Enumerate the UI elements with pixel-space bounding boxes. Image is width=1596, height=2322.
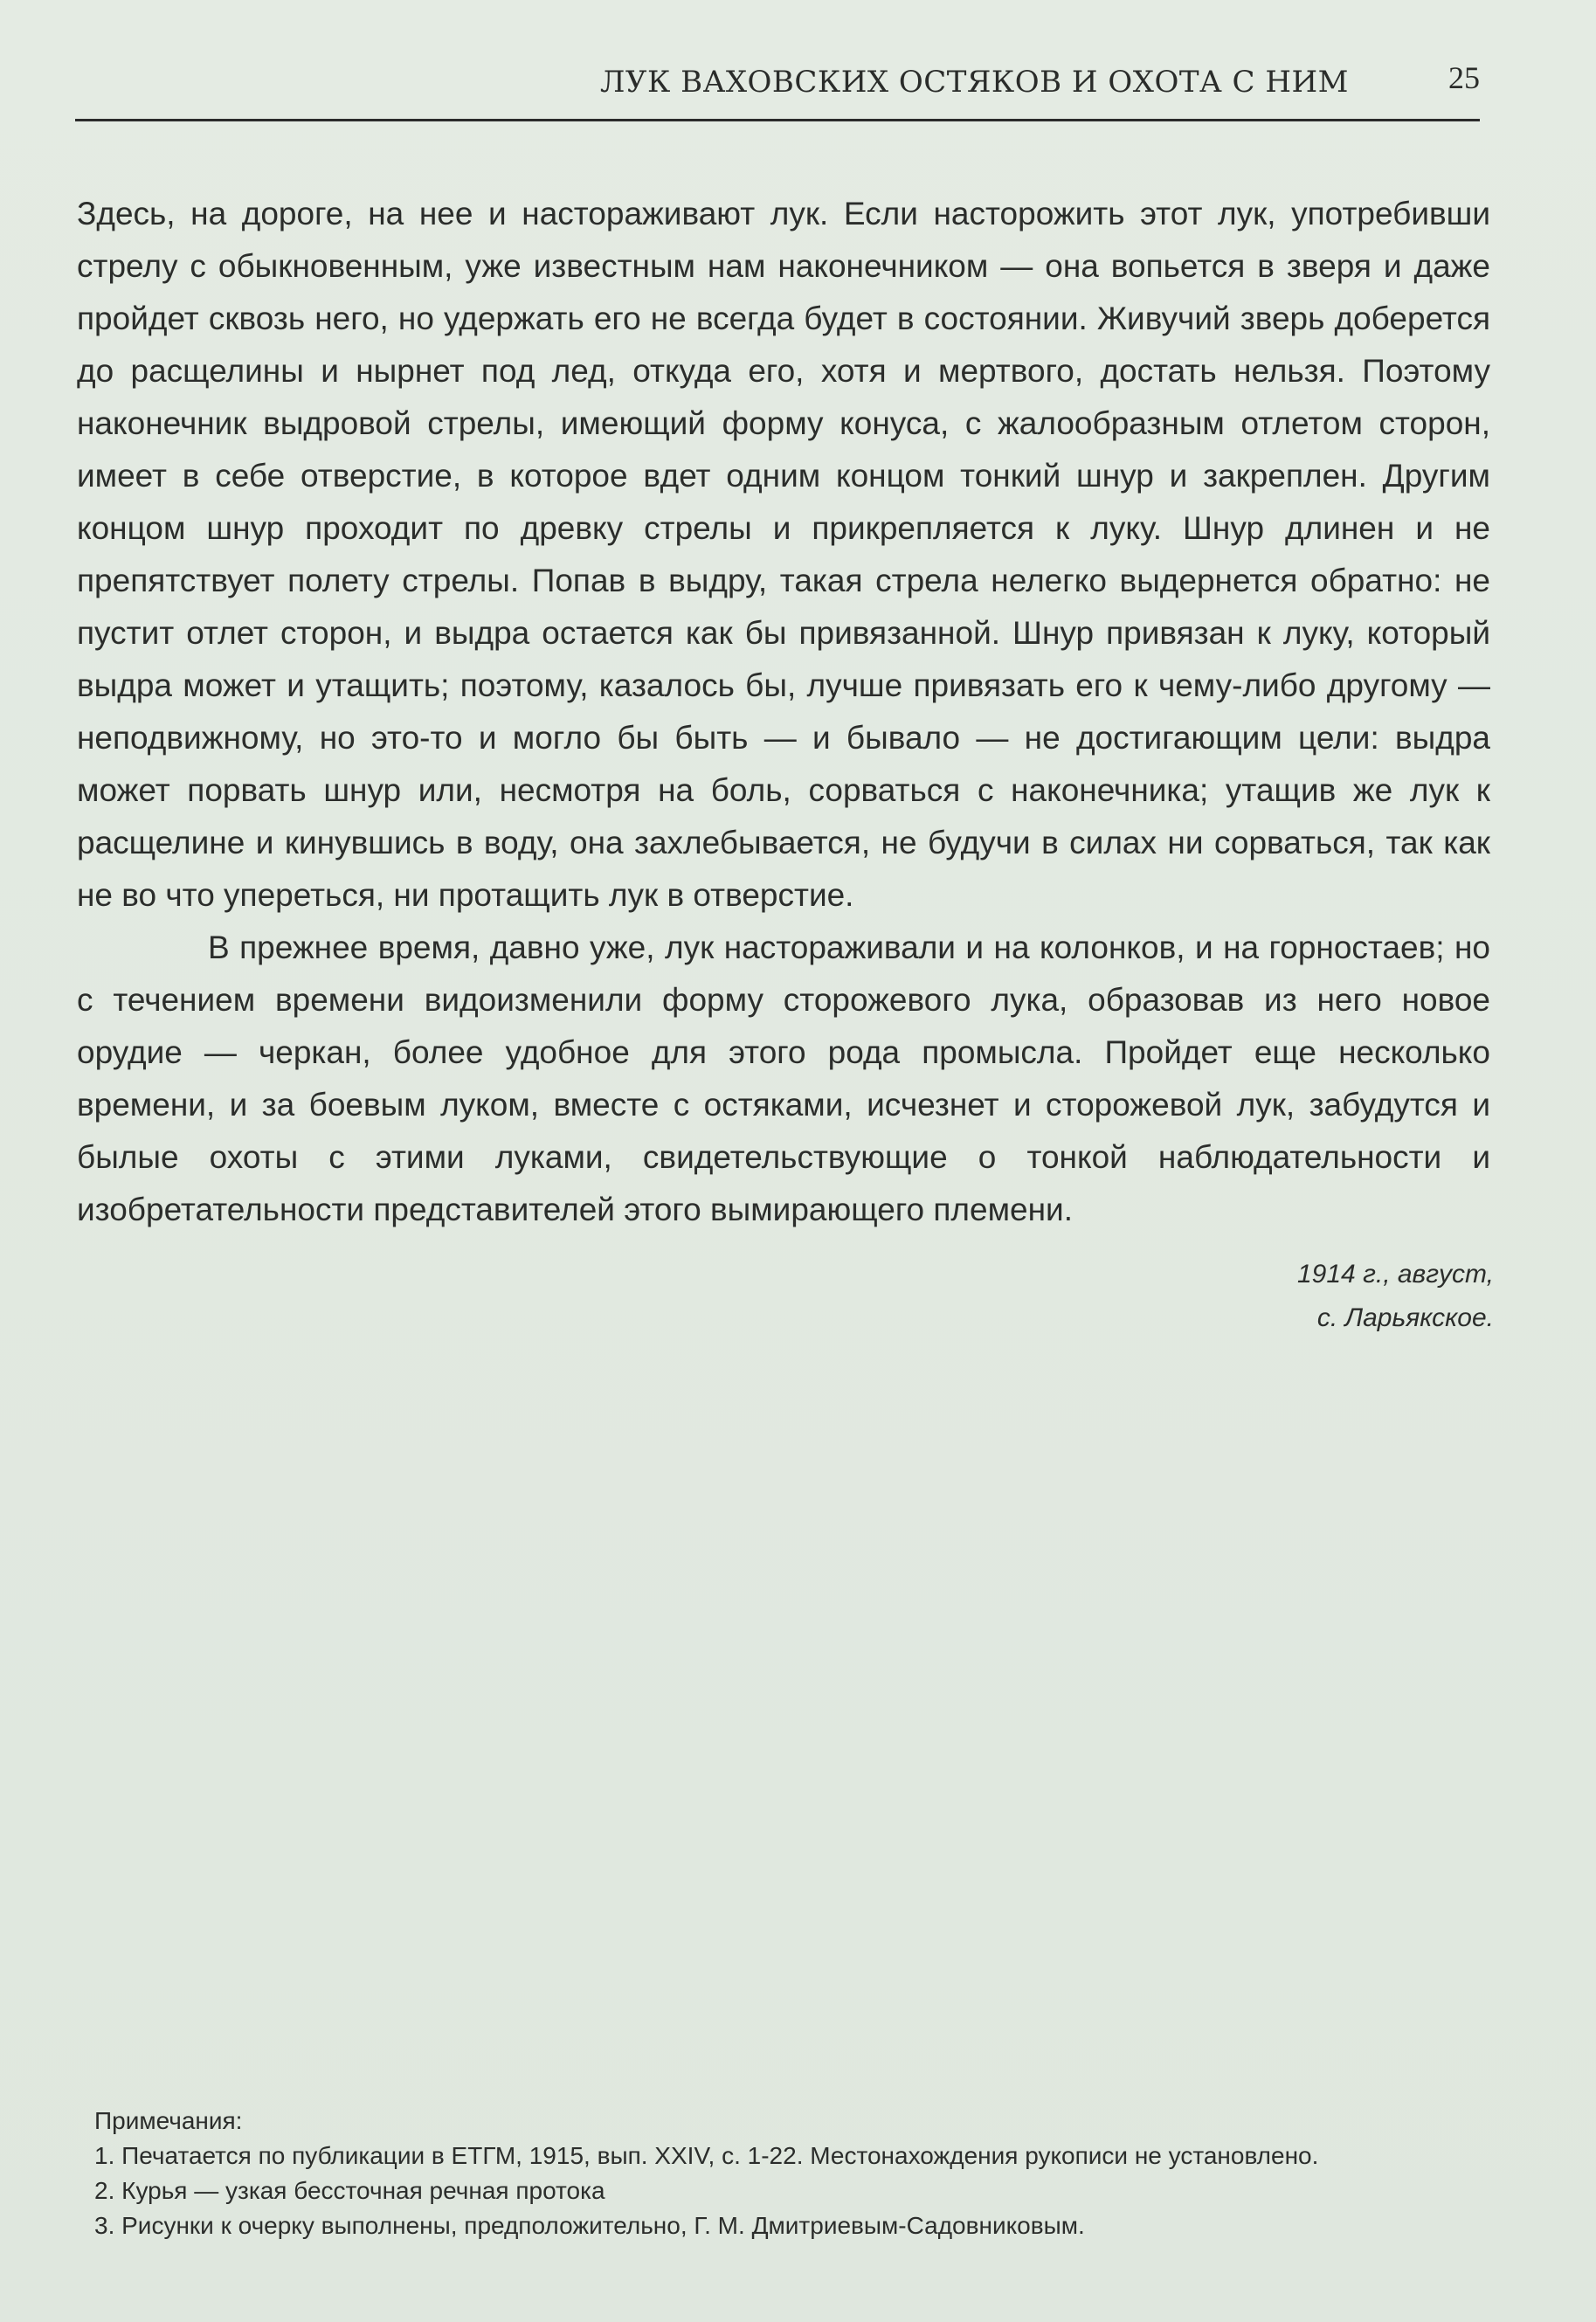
note-item: 1. Печатается по публикации в ЕТГМ, 1915, вып. XXIV, с. 1-22. Местонахождения рукописи не установлено.: [94, 2142, 1319, 2169]
note-item: 2. Курья — узкая бессточная речная протока: [94, 2177, 605, 2204]
paragraph-1: Здесь, на дороге, на нее и настораживают лук. Если насторожить этот лук, употребивши стрелу с обыкновенным, уже известным нам наконечником — она вопьется в зверя и даже пройдет сквозь него, но удержать его не всегда будет в состоянии. Живучий зверь доберется до расщелины и нырнет под лед, откуда его, хотя и мертвого, достать нельзя. Поэтому наконечник выдровой стрелы, имеющий форму конуса, с жалообразным отлетом сторон, имеет в себе отверстие, в которое вдет одним концом тонкий шнур и закреплен. Другим концом шнур проходит по древку стрелы и прикрепляется к луку. Шнур длинен и не препятствует полету стрелы. Попав в выдру, такая стрела нелегко выдернется обратно: не пустит отлет сторон, и выдра остается как бы привязанной. Шнур привязан к луку, который выдра может и утащить; поэтому, казалось бы, лучше привязать его к чему-либо другому — неподвижному, но это-то и могло бы быть — и бывало — не достигающим цели: выдра может порвать шнур или, несмотря на боль, сорваться с наконечника; утащив же лук к расщелине и кинувшись в воду, она захлебывается, не будучи в силах ни сорваться, так как не во что упереться, ни протащить лук в отверстие.: [77, 196, 1490, 913]
dateline-date: 1914 г., август,: [1297, 1260, 1494, 1289]
dateline-place: с. Ларьякское.: [1316, 1303, 1494, 1332]
header-rule: [75, 119, 1480, 121]
dateline: [1297, 1253, 1494, 1340]
paragraph-2: В прежнее время, давно уже, лук настораживали и на колонков, и на горностаев; но с течением времени видоизменили форму сторожевого лука, образовав из него новое орудие — черкан, более удобное для этого рода промысла. Пройдет еще несколько времени, и за боевым луком, вместе с остяками, исчезнет и сторожевой лук, забудутся и былые охоты с этими луками, свидетельствующие о тонкой наблюдательности и изобретательности представителей этого вымирающего племени.: [77, 929, 1490, 1227]
body-text: [77, 188, 1490, 1236]
page-number: 25: [1448, 60, 1480, 95]
notes: [94, 2104, 1527, 2243]
note-item: 3. Рисунки к очерку выполнены, предположительно, Г. М. Дмитриевым-Садовниковым.: [94, 2212, 1085, 2239]
notes-heading: Примечания:: [94, 2107, 243, 2134]
running-title: ЛУК ВАХОВСКИХ ОСТЯКОВ И ОХОТА С НИМ: [600, 65, 1349, 100]
running-head: [75, 54, 1480, 115]
